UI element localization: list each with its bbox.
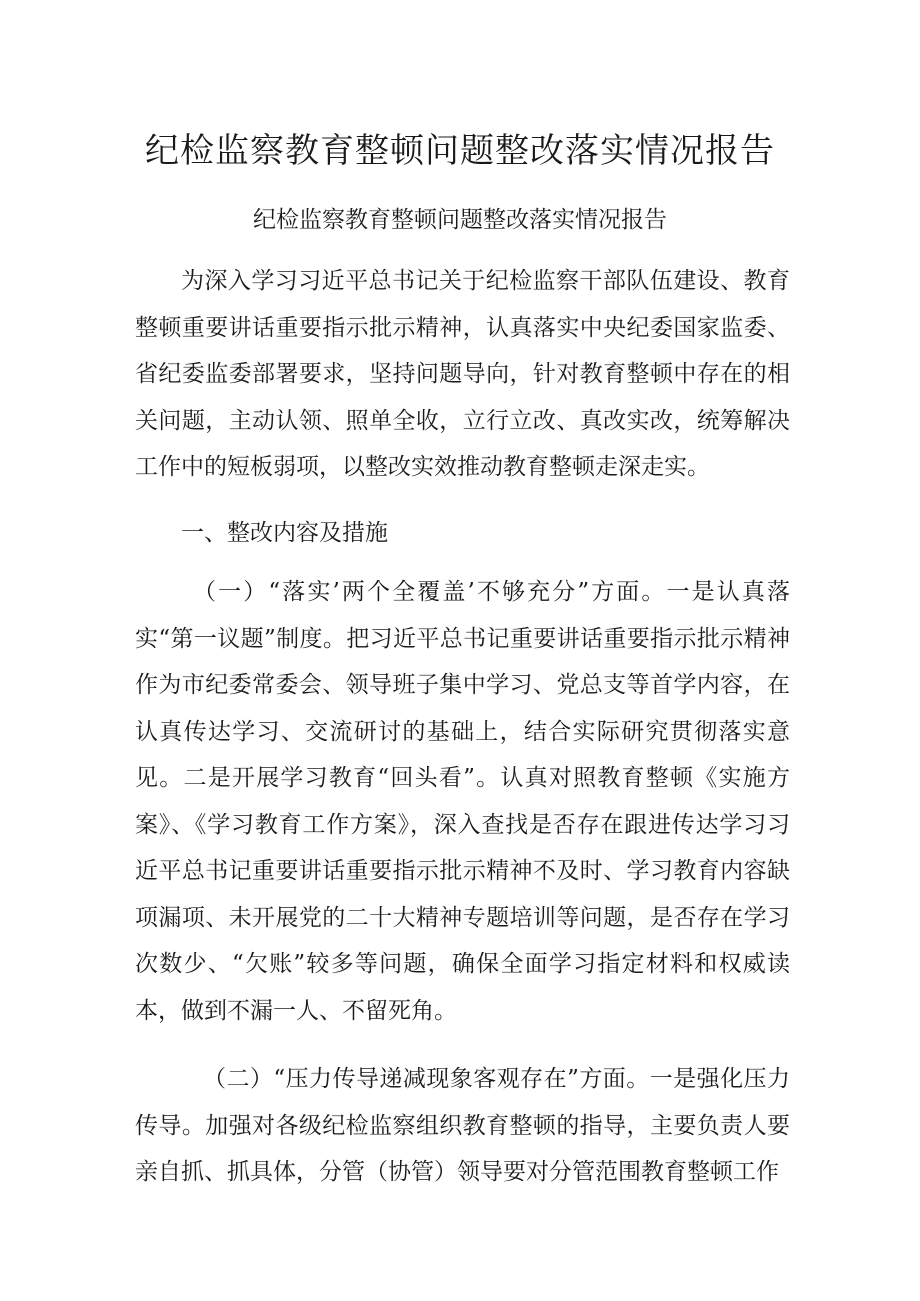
document-subtitle: 纪检监察教育整顿问题整改落实情况报告 xyxy=(253,207,667,233)
section-heading: 一、整改内容及措施 xyxy=(181,520,388,546)
section-1-paragraph: （一）“落实’两个全覆盖’不够充分”方面。一是认真落实“第一议题”制度。把习近平总书记重要讲话重要指示批示精神作为市纪委常委会、领导班子集中学习、党总支等首学内容，在认真传达学习、交流研讨的基础上，结合实际研究贯彻落实意见。二是开展学习教育“回头看”。认真对照教育整顿《实施方案》、《学习教育工作方案》，深入查找是否存在跟进传达学习习近平总书记重要讲话重要指示批示精神不及时、学习教育内容缺项漏项、未开展党的二十大精神专题培训等问题，是否存在学习次数少、“欠账”较多等问题，确保全面学习指定材料和权威读本，做到不漏一人、不留死角。 xyxy=(135,579,790,1024)
intro-paragraph: 为深入学习习近平总书记关于纪检监察干部队伍建设、教育整顿重要讲话重要指示批示精神，认真落实中央纪委国家监委、省纪委监委部署要求，坚持问题导向，针对教育整顿中存在的相关问题，主动认领、照单全收，立行立改、真改实改，统筹解决工作中的短板弱项，以整改实效推动教育整顿走深走实。 xyxy=(135,268,790,480)
section-2-paragraph: （二）“压力传导递减现象客观存在”方面。一是强化压力传导。加强对各级纪检监察组织教育整顿的指导，主要负责人要亲自抓、抓具体，分管（协管）领导要对分管范围教育整顿工作 xyxy=(135,1066,790,1185)
document-title: 纪检监察教育整顿问题整改落实情况报告 xyxy=(145,131,775,171)
